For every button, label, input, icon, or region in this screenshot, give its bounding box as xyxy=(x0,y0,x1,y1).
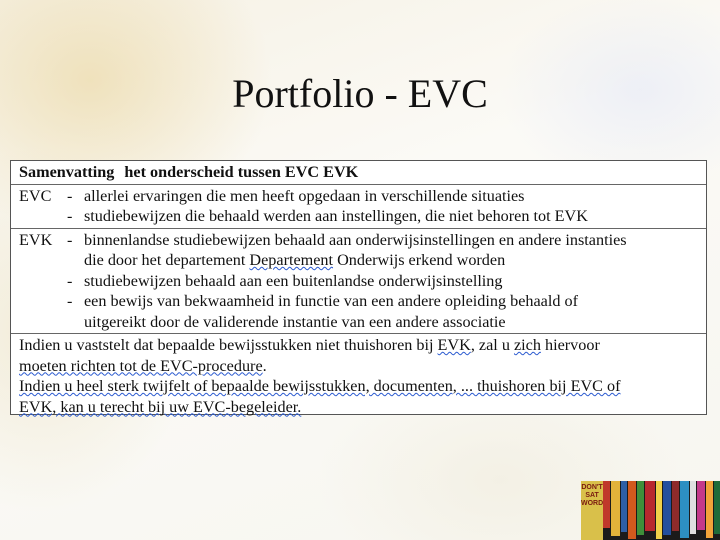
books-photo xyxy=(581,481,720,540)
evc-item-text: allerlei ervaringen die men heeft opgedaan in verschillende situaties xyxy=(84,186,525,205)
bullet-dash: - xyxy=(67,271,73,290)
bullet-dash: - xyxy=(67,292,73,310)
note-paragraph-1: Indien u vaststelt dat bepaalde bewijsstukken niet thuishoren bij EVK, zal u zich hiervoor moeten richten tot de EVC-procedure. xyxy=(19,336,600,375)
book-spine xyxy=(603,481,610,528)
spellcheck-word: EVK xyxy=(437,336,471,354)
evk-item-text: uitgereikt door de validerende instantie van een andere associatie xyxy=(84,312,506,331)
evk-item-2 xyxy=(19,271,698,292)
evc-item-2 xyxy=(19,206,698,227)
book-spine xyxy=(611,481,620,536)
book-spine xyxy=(656,481,662,539)
bullet-dash: - xyxy=(67,207,73,225)
evk-item-text: Onderwijs erkend worden xyxy=(333,251,506,269)
evk-item-1-cont xyxy=(19,250,698,271)
evk-item-text: binnenlandse studiebewijzen behaald aan onderwijsinstellingen en andere instanties xyxy=(84,230,627,249)
evk-section xyxy=(11,229,706,335)
book-spine xyxy=(672,481,679,531)
evc-section xyxy=(11,185,706,229)
evc-item-text: studiebewijzen die behaald werden aan instellingen, die niet behoren tot EVK xyxy=(84,207,588,225)
book-cover: DON'T SAT WORD xyxy=(581,481,603,540)
evk-item-3 xyxy=(19,291,698,312)
book-spine xyxy=(706,481,713,538)
evk-item-3-cont xyxy=(19,312,698,333)
slide-title: Portfolio - EVC xyxy=(232,71,488,116)
bullet-dash: - xyxy=(67,230,73,249)
book-spine xyxy=(697,481,705,530)
book-spine xyxy=(621,481,627,532)
notes-section xyxy=(11,334,706,418)
spellcheck-word: EVC-procedure xyxy=(160,356,263,375)
book-spine xyxy=(628,481,636,539)
summary-heading-text: het onderscheid tussen EVC EVK xyxy=(124,163,359,181)
evk-term: EVK xyxy=(19,230,53,249)
evk-item-text: die door het departement xyxy=(84,251,250,269)
bullet-dash: - xyxy=(67,186,73,205)
evc-term: EVC xyxy=(19,186,52,205)
summary-heading-label: Samenvatting xyxy=(19,163,115,181)
book-spine xyxy=(663,481,671,535)
note-paragraph-2: Indien u heel sterk twijfelt of bepaalde bewijsstukken, documenten, ... thuishoren bij EVC of EVK, kan u terecht bij uw EVC-begeleider. xyxy=(19,377,621,416)
book-spine xyxy=(714,481,720,534)
summary-heading-row xyxy=(11,161,706,185)
evk-item-1 xyxy=(19,230,698,251)
summary-box xyxy=(10,160,707,415)
book-spine xyxy=(690,481,696,534)
book-spines xyxy=(603,481,720,540)
book-spine xyxy=(637,481,644,535)
spellcheck-word: Departement xyxy=(249,251,334,269)
evk-item-text: studiebewijzen behaald aan een buitenlandse onderwijsinstelling xyxy=(84,271,503,290)
evk-item-text: een bewijs van bekwaamheid in functie van een andere opleiding behaald of xyxy=(84,292,578,310)
book-spine xyxy=(645,481,655,531)
book-spine xyxy=(680,481,689,538)
evc-item-1 xyxy=(19,186,698,207)
spellcheck-word: zich xyxy=(513,336,541,354)
